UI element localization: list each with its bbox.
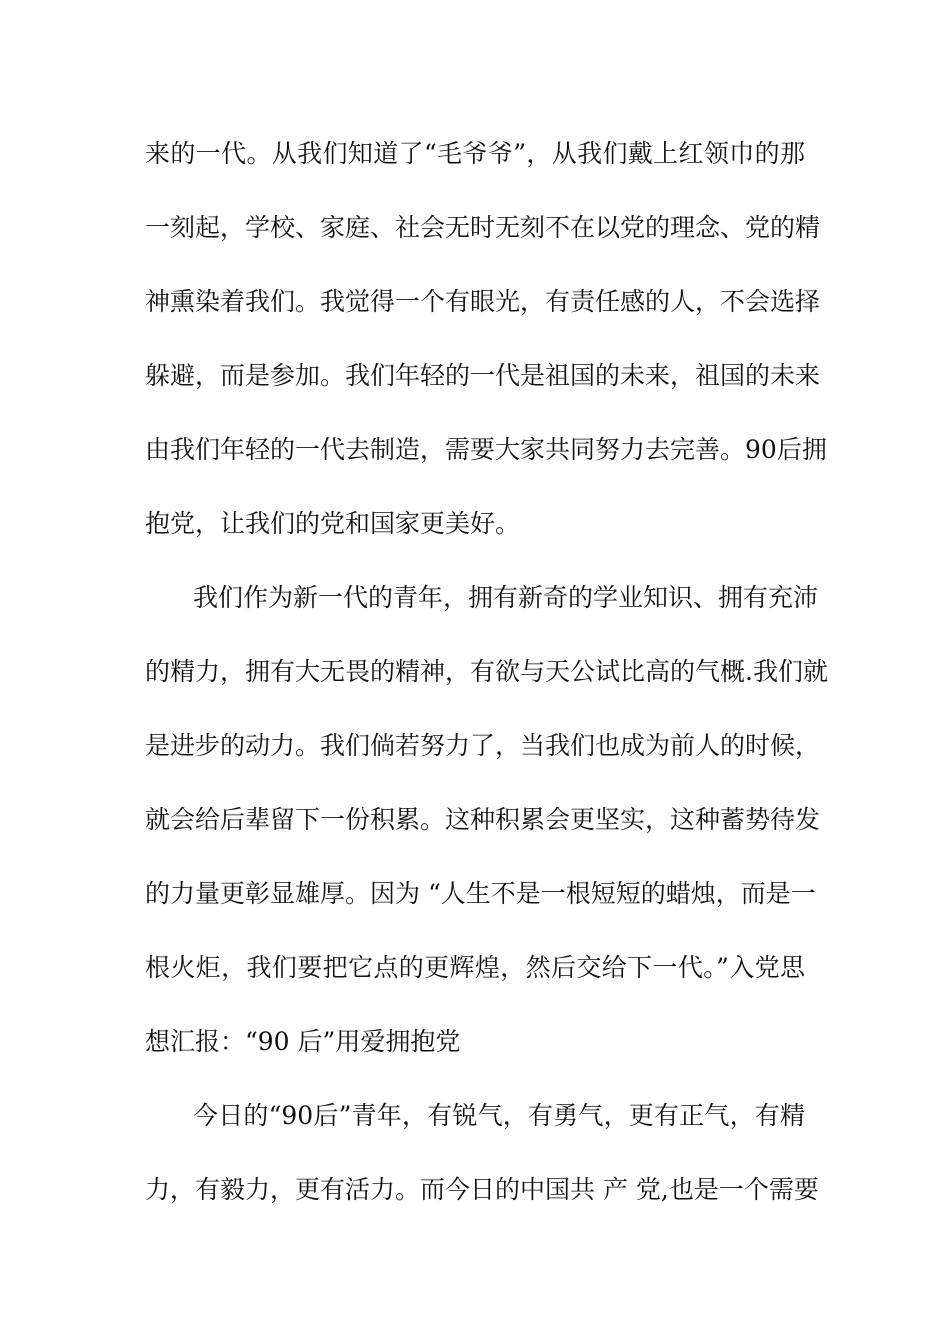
text-line: 神熏染着我们。我觉得一个有眼光，有责任感的人，不会选择 (145, 287, 821, 316)
paragraph-first-line: 今日的“90后”青年，有锐气，有勇气，更有正气，有精 (193, 1101, 805, 1130)
text-line: 抱党，让我们的党和国家更美好。 (145, 509, 521, 538)
text-line: 的精力，拥有大无畏的精神，有欲与天公试比高的气概.我们就 (145, 657, 828, 686)
text-line: 的力量更彰显雄厚。因为 “人生不是一根短短的蜡烛，而是一 (145, 879, 816, 908)
text-line: 根火炬，我们要把它点的更辉煌，然后交给下一代。”入党思 (145, 953, 805, 982)
text-line: 力，有毅力，更有活力。而今日的中国共 产 党,也是一个需要 (145, 1175, 819, 1204)
text-line: 是进步的动力。我们倘若努力了，当我们也成为前人的时候， (145, 731, 821, 760)
paragraph-first-line: 我们作为新一代的青年，拥有新奇的学业知识、拥有充沛 (193, 583, 819, 612)
text-line: 一刻起，学校、家庭、社会无时无刻不在以党的理念、党的精 (145, 213, 821, 242)
text-line: 来的一代。从我们知道了“毛爷爷”，从我们戴上红领巾的那 (145, 139, 805, 168)
text-line: 躲避，而是参加。我们年轻的一代是祖国的未来，祖国的未来 (145, 361, 821, 390)
text-line: 由我们年轻的一代去制造，需要大家共同努力去完善。90后拥 (145, 435, 827, 464)
text-line: 想汇报：“90 后”用爱拥抱党 (145, 1027, 461, 1056)
text-line: 就会给后辈留下一份积累。这种积累会更坚实，这种蓄势待发 (145, 805, 821, 834)
